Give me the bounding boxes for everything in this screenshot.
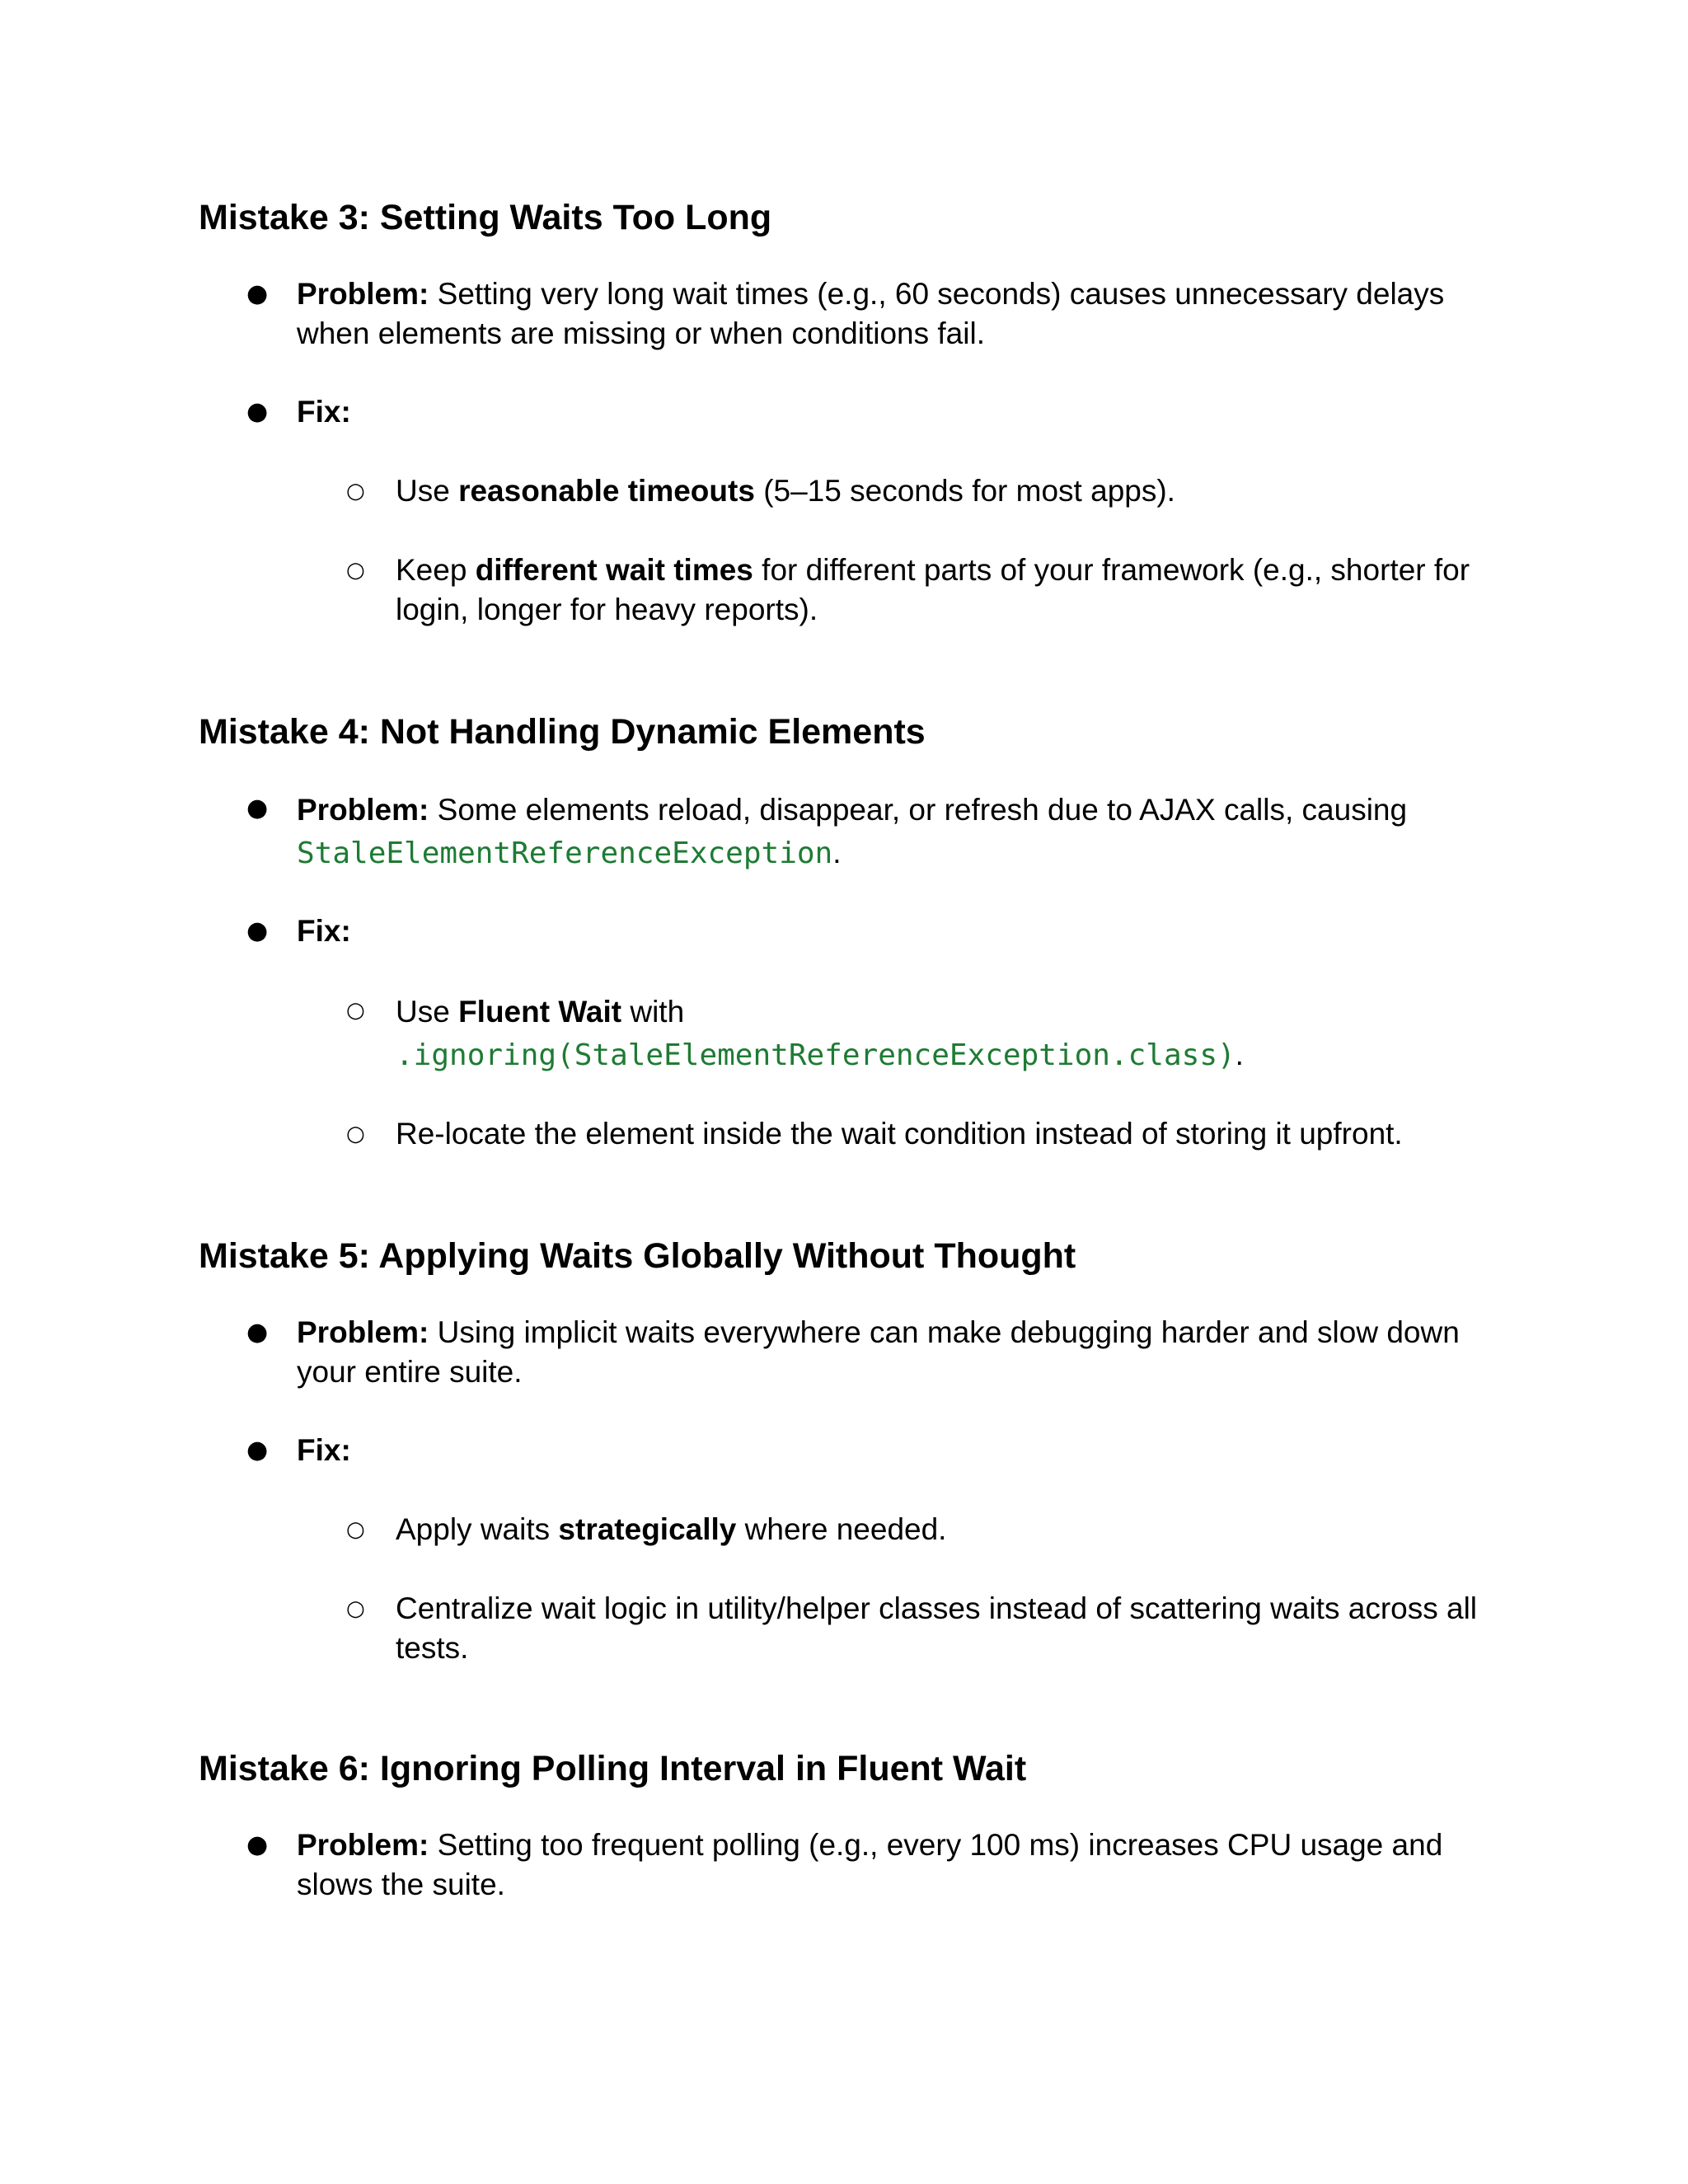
bullet-icon: ● [246, 1436, 269, 1465]
problem-label: Problem: [297, 793, 429, 827]
fix-text: with [621, 995, 685, 1029]
fix-text: Use [396, 474, 459, 508]
hollow-bullet-icon: ○ [346, 1596, 365, 1621]
fix-text: Keep [396, 553, 476, 587]
bullet-icon: ● [246, 794, 269, 823]
bullet-icon: ● [246, 279, 269, 308]
fix-emphasis: different wait times [475, 553, 753, 587]
fix-item: Re-locate the element inside the wait condition instead of storing it upfront. [396, 1117, 1403, 1151]
problem-item [297, 789, 1484, 875]
problem-text: Setting very long wait times (e.g., 60 seconds) causes unnecessary delays when elements are missing or when conditions fail. [297, 277, 1445, 350]
fix-text: (5–15 seconds for most apps). [754, 474, 1175, 508]
inline-code: .ignoring(StaleElementReferenceException.class) [396, 1038, 1236, 1072]
bullet-icon: ● [246, 397, 269, 426]
fix-emphasis: reasonable timeouts [458, 474, 755, 508]
fix-text: for different parts of your framework (e.g., shorter for login, longer for heavy reports). [396, 553, 1470, 626]
problem-label: Problem: [297, 277, 429, 311]
fix-text: where needed. [736, 1512, 947, 1546]
hollow-bullet-icon: ○ [346, 1122, 365, 1146]
fix-item: Centralize wait logic in utility/helper classes instead of scattering waits across all tests. [396, 1591, 1478, 1665]
fix-text: . [1235, 1038, 1244, 1071]
bullet-icon: ● [246, 1830, 269, 1859]
fix-label: Fix: [297, 914, 351, 948]
problem-text: Using implicit waits everywhere can make debugging harder and slow down your entire suite. [297, 1315, 1460, 1389]
hollow-bullet-icon: ○ [346, 1517, 365, 1542]
problem-item [297, 1825, 1484, 1905]
bullet-icon: ● [246, 916, 269, 945]
fix-text: Use [396, 995, 459, 1029]
problem-item [297, 274, 1484, 354]
hollow-bullet-icon: ○ [346, 998, 365, 1023]
fix-emphasis: Fluent Wait [458, 995, 622, 1029]
inline-code: StaleElementReferenceException [297, 837, 833, 870]
hollow-bullet-icon: ○ [346, 558, 365, 583]
hollow-bullet-icon: ○ [346, 479, 365, 504]
fix-item [396, 551, 1492, 630]
problem-text: Setting too frequent polling (e.g., every 100 ms) increases CPU usage and slows the suite. [297, 1828, 1443, 1901]
fix-item [396, 1510, 1492, 1549]
section-heading: Mistake 3: Setting Waits Too Long [199, 198, 772, 237]
problem-text: . [832, 836, 842, 869]
fix-text: Apply waits [396, 1512, 559, 1546]
section-heading: Mistake 6: Ignoring Polling Interval in Fluent Wait [199, 1749, 1027, 1788]
fix-item [396, 471, 1492, 511]
fix-label: Fix: [297, 395, 351, 429]
fix-label: Fix: [297, 1433, 351, 1467]
problem-label: Problem: [297, 1315, 429, 1349]
bullet-icon: ● [246, 1318, 269, 1347]
fix-item [396, 991, 1492, 1077]
fix-emphasis: strategically [558, 1512, 737, 1546]
problem-text: Some elements reload, disappear, or refresh due to AJAX calls, causing [429, 793, 1408, 827]
section-heading: Mistake 4: Not Handling Dynamic Elements [199, 712, 926, 752]
section-heading: Mistake 5: Applying Waits Globally Without Thought [199, 1236, 1076, 1276]
problem-item [297, 1313, 1484, 1392]
problem-label: Problem: [297, 1828, 429, 1862]
